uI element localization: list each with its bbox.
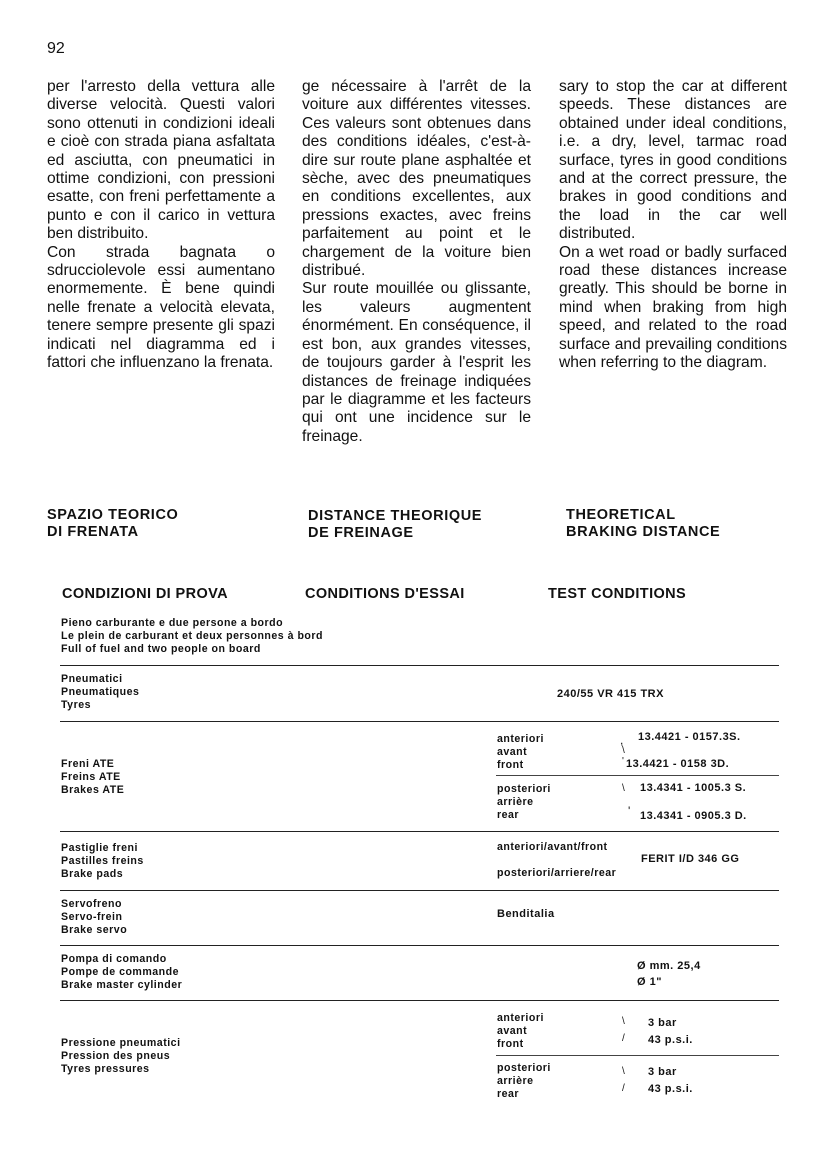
brakes-front-value-2: 13.4421 - 0158 3D. [626, 758, 730, 770]
brace-top: \ [622, 1016, 625, 1027]
brace-bottom: / [622, 1083, 625, 1094]
label-line: Brake pads [61, 867, 124, 880]
heading-line: DE FREINAGE [308, 525, 414, 541]
paragraph: ge nécessaire à l'arrêt de la voiture aux différentes vitesses. Ces valeurs sont obtenues dans des conditions idéales, c'est-à-dire sur route plane asphaltée et sèche, avec des pneumatiques en conditions excellentes, aux pressions exactes, avec freins parfaitement au point et le chargement de la voiture bien distribué. [302, 78, 531, 280]
label-line: Pressione pneumatici [61, 1037, 181, 1049]
subheading-french: CONDITIONS D'ESSAI [305, 586, 465, 602]
divider [60, 945, 779, 946]
brakes-rear-value-2: 13.4341 - 0905.3 D. [640, 810, 747, 822]
pressure-rear-value-2: 43 p.s.i. [648, 1083, 693, 1095]
page-number: 92 [47, 40, 65, 57]
subheading-english: TEST CONDITIONS [548, 586, 687, 602]
paragraph: On a wet road or badly surfaced road these distances increase greatly. This should be borne in mind when braking from high speed, and related to the road surface and prevailing conditions when referring to the diagram. [559, 243, 787, 372]
brakes-label [61, 758, 124, 796]
label-line: Pression des pneus [61, 1049, 171, 1062]
load-line: Le plein de carburant et deux personnes à bord [61, 629, 324, 642]
pressure-rear-label [497, 1062, 551, 1100]
pads-rear-label: posteriori/arriere/rear [497, 867, 617, 879]
load-line: Full of fuel and two people on board [61, 642, 261, 655]
label-line: avant [497, 1024, 528, 1037]
label-line: rear [497, 1087, 520, 1100]
divider [496, 775, 779, 776]
load-conditions [61, 617, 323, 655]
divider [60, 665, 779, 666]
brakes-rear-value-1: 13.4341 - 1005.3 S. [640, 782, 747, 794]
master-cylinder-value-1: Ø mm. 25,4 [637, 960, 701, 972]
label-line: Tyres pressures [61, 1062, 150, 1075]
pressure-front-value-1: 3 bar [648, 1017, 677, 1029]
label-line: avant [497, 745, 528, 758]
pressure-rear-value-1: 3 bar [648, 1066, 677, 1078]
master-cylinder-label [61, 953, 182, 991]
brakes-front-value-1: 13.4421 - 0157.3S. [638, 731, 741, 743]
label-line: Pneumatiques [61, 685, 140, 698]
servo-label [61, 898, 127, 936]
heading-line: BRAKING DISTANCE [566, 524, 721, 540]
label-line: anteriori [497, 733, 544, 745]
column-italian [47, 78, 275, 373]
label-line: Freins ATE [61, 770, 121, 783]
pads-value: FERIT I/D 346 GG [641, 853, 740, 865]
heading-line: DI FRENATA [47, 524, 139, 540]
pads-front-label: anteriori/avant/front [497, 841, 608, 853]
label-line: Brake servo [61, 923, 128, 936]
label-line: Brakes ATE [61, 783, 125, 796]
brace-bottom: / [622, 1033, 625, 1044]
heading-french [308, 508, 482, 542]
brace-top: , [620, 733, 624, 747]
heading-line: THEORETICAL [566, 507, 676, 523]
paragraph: per l'arresto della vettura alle diverse velocità. Questi valori sono ottenuti in condizioni ideali e cioè con strada piana asfaltata ed asciutta, con pneumatici in ottime condizioni, con pressioni esatte, con freni perfettamente a punto e con il carico in vettura ben distribuito. [47, 78, 275, 243]
paragraph: Sur route mouillée ou glissante, les valeurs augmentent énormément. En conséquence, il est bon, aux grandes vitesses, de toujours garder à l'esprit les distances de freinage indiquées par le diagramme et les facteurs qui ont une incidence sur le freinage. [302, 280, 531, 445]
label-line: Pneumatici [61, 673, 123, 685]
column-english [559, 78, 787, 373]
label-line: Brake master cylinder [61, 978, 183, 991]
divider [60, 721, 779, 722]
load-line: Pieno carburante e due persone a bordo [61, 617, 284, 629]
pressure-front-label [497, 1012, 544, 1050]
brace-bottom: ' [628, 804, 631, 818]
label-line: posteriori [497, 1062, 551, 1074]
pads-label [61, 842, 144, 880]
label-line: anteriori [497, 1012, 544, 1024]
tyres-value: 240/55 VR 415 TRX [557, 688, 664, 700]
tyre-pressures-label [61, 1037, 181, 1075]
master-cylinder-value-2: Ø 1" [637, 976, 662, 988]
divider [60, 890, 779, 891]
paragraph: Con strada bagnata o sdrucciolevole essi aumentano enormemente. È bene quindi nelle frenate a velocità elevata, tenere sempre presente gli spazi indicati nel diagramma ed i fattori che influenzano la frenata. [47, 243, 275, 372]
brace-top: \ [622, 783, 625, 794]
label-line: Servo-frein [61, 910, 123, 923]
label-line: front [497, 758, 524, 771]
heading-line: DISTANCE THEORIQUE [308, 508, 483, 524]
divider [60, 1000, 779, 1001]
label-line: Tyres [61, 698, 91, 711]
label-line: Servofreno [61, 898, 122, 910]
paragraph: sary to stop the car at different speeds. These distances are obtained under ideal conditions, i.e. a dry, level, tarmac road surface, tyres in good conditions and at the correct pressure, the brakes in good conditions and the load in the car well distributed. [559, 78, 787, 243]
servo-value: Benditalia [497, 908, 555, 920]
brakes-rear-label [497, 783, 551, 821]
label-line: front [497, 1037, 524, 1050]
heading-italian [47, 507, 178, 541]
label-line: rear [497, 808, 520, 821]
label-line: Pompa di comando [61, 953, 167, 965]
label-line: Freni ATE [61, 758, 115, 770]
divider [60, 831, 779, 832]
brace-mid: \ [622, 745, 625, 756]
label-line: arrière [497, 795, 534, 808]
heading-english [566, 507, 720, 541]
subheading-italian: CONDIZIONI DI PROVA [62, 586, 229, 602]
label-line: arrière [497, 1074, 534, 1087]
heading-line: SPAZIO TEORICO [47, 507, 179, 523]
label-line: Pastilles freins [61, 854, 144, 867]
label-line: Pastiglie freni [61, 842, 138, 854]
column-french [302, 78, 531, 446]
label-line: posteriori [497, 783, 551, 795]
brace-bottom: ' [622, 756, 624, 767]
brace-top: \ [622, 1066, 625, 1077]
divider [496, 1055, 779, 1056]
label-line: Pompe de commande [61, 965, 179, 978]
tyres-label [61, 673, 139, 711]
pressure-front-value-2: 43 p.s.i. [648, 1034, 693, 1046]
brakes-front-label [497, 733, 544, 771]
